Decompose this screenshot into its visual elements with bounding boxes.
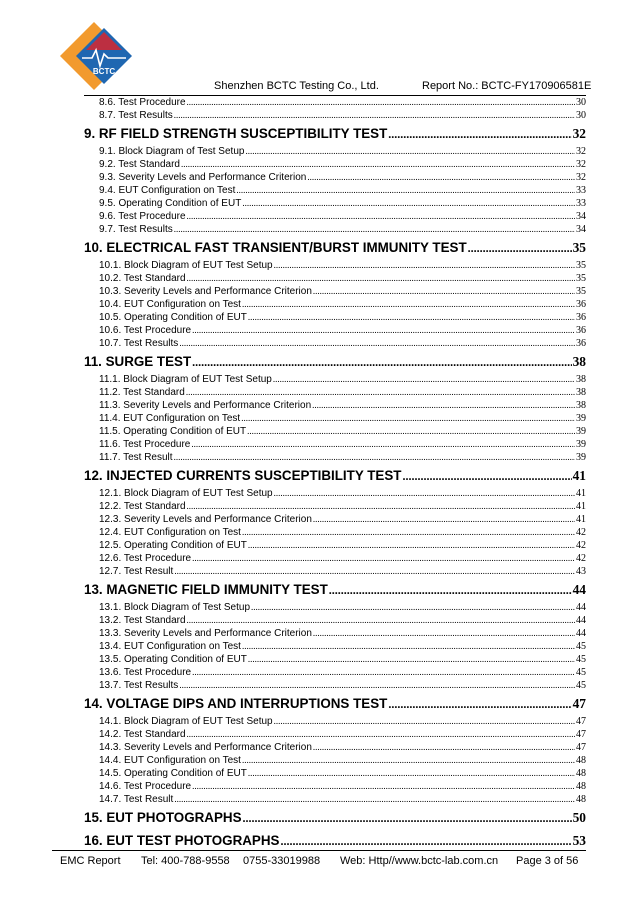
toc-entry-page: 34 <box>576 211 586 222</box>
toc-section-entry[interactable] <box>84 236 586 259</box>
toc-subsection-entry[interactable] <box>84 171 586 184</box>
toc-dot-leader <box>313 627 575 640</box>
toc-entry-page: 45 <box>576 680 586 691</box>
header-company: Shenzhen BCTC Testing Co., Ltd. <box>214 80 379 92</box>
toc-entry-page: 32 <box>576 172 586 183</box>
toc-section-entry[interactable] <box>84 350 586 373</box>
toc-entry-page: 45 <box>576 667 586 678</box>
toc-dot-leader <box>242 526 575 539</box>
toc-entry-page: 39 <box>576 439 586 450</box>
toc-subsection-entry[interactable] <box>84 767 586 780</box>
toc-dot-leader <box>192 351 571 374</box>
toc-dot-leader <box>174 793 575 806</box>
toc-dot-leader <box>312 399 575 412</box>
toc-entry-label: 12.5. Operating Condition of EUT <box>99 540 247 551</box>
toc-entry-label: 11.6. Test Procedure <box>99 439 191 450</box>
toc-subsection-entry[interactable] <box>84 601 586 614</box>
toc-subsection-entry[interactable] <box>84 386 586 399</box>
header-report-number: Report No.: BCTC-FY170906581E <box>422 80 592 92</box>
toc-entry-page: 43 <box>576 566 586 577</box>
toc-subsection-entry[interactable] <box>84 158 586 171</box>
toc-entry-page: 36 <box>576 299 586 310</box>
toc-entry-page: 41 <box>572 468 586 483</box>
toc-subsection-entry[interactable] <box>84 526 586 539</box>
toc-entry-page: 42 <box>576 553 586 564</box>
toc-entry-label: 14. VOLTAGE DIPS AND INTERRUPTIONS TEST <box>84 696 388 711</box>
toc-entry-label: 10.4. EUT Configuration on Test <box>99 299 241 310</box>
toc-entry-page: 36 <box>576 325 586 336</box>
toc-dot-leader <box>174 223 575 236</box>
toc-entry-page: 33 <box>576 198 586 209</box>
toc-subsection-entry[interactable] <box>84 666 586 679</box>
toc-dot-leader <box>468 237 572 260</box>
toc-entry-label: 15. EUT PHOTOGRAPHS <box>84 810 242 825</box>
footer-report-type: EMC Report <box>60 855 121 867</box>
toc-entry-page: 33 <box>576 185 586 196</box>
toc-dot-leader <box>313 285 575 298</box>
toc-subsection-entry[interactable] <box>84 451 586 464</box>
toc-entry-page: 32 <box>572 126 586 141</box>
toc-entry-label: 14.3. Severity Levels and Performance Criterion <box>99 742 312 753</box>
toc-dot-leader <box>242 754 575 767</box>
logo-text: BCTC <box>92 67 116 76</box>
toc-dot-leader <box>187 210 575 223</box>
footer-tel2: 0755-33019988 <box>243 855 321 867</box>
toc-subsection-entry[interactable] <box>84 425 586 438</box>
toc-entry-page: 44 <box>576 602 586 613</box>
toc-entry-page: 35 <box>576 273 586 284</box>
toc-subsection-entry[interactable] <box>84 780 586 793</box>
toc-dot-leader <box>307 171 575 184</box>
toc-entry-label: 11.1. Block Diagram of EUT Test Setup <box>99 374 272 385</box>
toc-entry-label: 8.6. Test Procedure <box>99 97 186 108</box>
toc-entry-label: 9.7. Test Results <box>99 224 173 235</box>
toc-dot-leader <box>242 197 575 210</box>
toc-entry-page: 39 <box>576 426 586 437</box>
toc-dot-leader <box>388 123 571 146</box>
toc-entry-label: 13.3. Severity Levels and Performance Criterion <box>99 628 312 639</box>
toc-dot-leader <box>248 767 575 780</box>
toc-dot-leader <box>388 693 571 716</box>
toc-entry-label: 14.4. EUT Configuration on Test <box>99 755 241 766</box>
toc-entry-label: 14.7. Test Result <box>99 794 174 805</box>
toc-section-entry[interactable] <box>84 578 586 601</box>
toc-entry-page: 38 <box>576 400 586 411</box>
toc-entry-label: 12.4. EUT Configuration on Test <box>99 527 241 538</box>
toc-entry-label: 9.3. Severity Levels and Performance Criterion <box>99 172 307 183</box>
toc-dot-leader <box>248 311 575 324</box>
toc-subsection-entry[interactable] <box>84 552 586 565</box>
toc-dot-leader <box>242 640 575 653</box>
toc-entry-label: 12.7. Test Result <box>99 566 174 577</box>
toc-dot-leader <box>274 715 575 728</box>
footer-divider <box>52 850 586 851</box>
toc-entry-page: 47 <box>572 696 586 711</box>
toc-subsection-entry[interactable] <box>84 184 586 197</box>
toc-entry-page: 32 <box>576 159 586 170</box>
toc-section-entry[interactable] <box>84 464 586 487</box>
toc-dot-leader <box>274 259 575 272</box>
toc-dot-leader <box>242 298 575 311</box>
toc-entry-page: 44 <box>572 582 586 597</box>
toc-dot-leader <box>187 96 575 109</box>
toc-entry-label: 11.7. Test Result <box>99 452 173 463</box>
toc-entry-label: 9.2. Test Standard <box>99 159 180 170</box>
toc-entry-page: 30 <box>576 110 586 121</box>
toc-subsection-entry[interactable] <box>84 259 586 272</box>
toc-entry-page: 47 <box>576 716 586 727</box>
toc-subsection-entry[interactable] <box>84 109 586 122</box>
toc-subsection-entry[interactable] <box>84 715 586 728</box>
toc-entry-page: 38 <box>576 374 586 385</box>
toc-entry-label: 9. RF FIELD STRENGTH SUSCEPTIBILITY TEST <box>84 126 388 141</box>
toc-entry-page: 30 <box>576 97 586 108</box>
toc-subsection-entry[interactable] <box>84 614 586 627</box>
toc-entry-page: 34 <box>576 224 586 235</box>
toc-subsection-entry[interactable] <box>84 565 586 578</box>
toc-entry-label: 8.7. Test Results <box>99 110 173 121</box>
toc-dot-leader <box>187 728 575 741</box>
toc-dot-leader <box>179 679 575 692</box>
toc-dot-leader <box>273 373 575 386</box>
toc-subsection-entry[interactable] <box>84 793 586 806</box>
toc-entry-page: 36 <box>576 338 586 349</box>
toc-entry-label: 9.1. Block Diagram of Test Setup <box>99 146 245 157</box>
toc-subsection-entry[interactable] <box>84 754 586 767</box>
toc-dot-leader <box>192 324 575 337</box>
toc-subsection-entry[interactable] <box>84 627 586 640</box>
toc-subsection-entry[interactable] <box>84 324 586 337</box>
toc-subsection-entry[interactable] <box>84 438 586 451</box>
toc-entry-page: 36 <box>576 312 586 323</box>
toc-entry-label: 10.6. Test Procedure <box>99 325 192 336</box>
toc-entry-label: 11.4. EUT Configuration on Test <box>99 413 241 424</box>
toc-dot-leader <box>236 184 575 197</box>
toc-entry-label: 11. SURGE TEST <box>84 354 192 369</box>
toc-dot-leader <box>251 601 575 614</box>
toc-dot-leader <box>329 579 572 602</box>
toc-entry-page: 48 <box>576 794 586 805</box>
toc-entry-label: 10.3. Severity Levels and Performance Criterion <box>99 286 312 297</box>
toc-entry-page: 35 <box>576 260 586 271</box>
toc-dot-leader <box>241 412 575 425</box>
toc-dot-leader <box>313 741 575 754</box>
toc-entry-page: 45 <box>576 654 586 665</box>
toc-entry-label: 12. INJECTED CURRENTS SUSCEPTIBILITY TEST <box>84 468 402 483</box>
toc-subsection-entry[interactable] <box>84 640 586 653</box>
toc-entry-page: 35 <box>576 286 586 297</box>
toc-entry-label: 12.3. Severity Levels and Performance Criterion <box>99 514 312 525</box>
toc-entry-page: 41 <box>576 501 586 512</box>
toc-subsection-entry[interactable] <box>84 513 586 526</box>
toc-dot-leader <box>313 513 575 526</box>
table-of-contents <box>84 96 586 852</box>
toc-entry-label: 16. EUT TEST PHOTOGRAPHS <box>84 833 280 848</box>
toc-section-entry[interactable] <box>84 806 586 829</box>
toc-entry-label: 13.7. Test Results <box>99 680 179 691</box>
toc-entry-page: 47 <box>576 729 586 740</box>
toc-entry-page: 35 <box>572 240 586 255</box>
toc-entry-label: 13.5. Operating Condition of EUT <box>99 654 247 665</box>
toc-subsection-entry[interactable] <box>84 399 586 412</box>
toc-dot-leader <box>174 565 575 578</box>
toc-dot-leader <box>248 653 575 666</box>
toc-entry-page: 48 <box>576 781 586 792</box>
toc-dot-leader <box>187 272 575 285</box>
toc-dot-leader <box>248 539 575 552</box>
toc-entry-label: 10.1. Block Diagram of EUT Test Setup <box>99 260 273 271</box>
toc-entry-label: 10. ELECTRICAL FAST TRANSIENT/BURST IMMUNITY TEST <box>84 240 467 255</box>
toc-dot-leader <box>186 386 575 399</box>
toc-dot-leader <box>192 666 575 679</box>
toc-entry-page: 38 <box>572 354 586 369</box>
toc-dot-leader <box>174 109 575 122</box>
toc-entry-label: 12.2. Test Standard <box>99 501 186 512</box>
toc-entry-label: 14.1. Block Diagram of EUT Test Setup <box>99 716 273 727</box>
toc-entry-label: 10.7. Test Results <box>99 338 179 349</box>
footer-page-number: Page 3 of 56 <box>516 855 579 867</box>
toc-dot-leader <box>191 438 575 451</box>
toc-section-entry[interactable] <box>84 122 586 145</box>
toc-entry-label: 11.3. Severity Levels and Performance Criterion <box>99 400 312 411</box>
toc-dot-leader <box>247 425 575 438</box>
toc-entry-label: 9.5. Operating Condition of EUT <box>99 198 242 209</box>
toc-entry-label: 13.2. Test Standard <box>99 615 186 626</box>
toc-entry-page: 41 <box>576 514 586 525</box>
toc-entry-page: 39 <box>576 452 586 463</box>
toc-subsection-entry[interactable] <box>84 653 586 666</box>
toc-subsection-entry[interactable] <box>84 412 586 425</box>
toc-dot-leader <box>181 158 575 171</box>
toc-entry-label: 13.6. Test Procedure <box>99 667 192 678</box>
toc-subsection-entry[interactable] <box>84 210 586 223</box>
toc-entry-label: 9.6. Test Procedure <box>99 211 186 222</box>
toc-subsection-entry[interactable] <box>84 285 586 298</box>
toc-subsection-entry[interactable] <box>84 741 586 754</box>
toc-entry-page: 42 <box>576 540 586 551</box>
toc-entry-label: 13.1. Block Diagram of Test Setup <box>99 602 251 613</box>
footer-tel: Tel: 400-788-9558 <box>141 855 230 867</box>
toc-entry-label: 10.5. Operating Condition of EUT <box>99 312 247 323</box>
toc-dot-leader <box>245 145 575 158</box>
toc-entry-page: 44 <box>576 615 586 626</box>
toc-entry-page: 50 <box>572 810 586 825</box>
toc-section-entry[interactable] <box>84 829 586 852</box>
toc-dot-leader <box>174 451 575 464</box>
toc-dot-leader <box>187 500 575 513</box>
toc-subsection-entry[interactable] <box>84 311 586 324</box>
toc-dot-leader <box>402 465 571 488</box>
toc-entry-label: 10.2. Test Standard <box>99 273 186 284</box>
toc-entry-label: 14.2. Test Standard <box>99 729 186 740</box>
toc-subsection-entry[interactable] <box>84 500 586 513</box>
toc-entry-label: 14.6. Test Procedure <box>99 781 192 792</box>
toc-entry-page: 41 <box>576 488 586 499</box>
toc-subsection-entry[interactable] <box>84 272 586 285</box>
toc-entry-label: 9.4. EUT Configuration on Test <box>99 185 236 196</box>
bctc-logo <box>56 20 146 90</box>
toc-subsection-entry[interactable] <box>84 145 586 158</box>
toc-entry-label: 13. MAGNETIC FIELD IMMUNITY TEST <box>84 582 328 597</box>
toc-entry-label: 12.6. Test Procedure <box>99 553 192 564</box>
toc-dot-leader <box>187 614 575 627</box>
toc-entry-page: 47 <box>576 742 586 753</box>
toc-entry-page: 53 <box>572 833 586 848</box>
toc-entry-label: 12.1. Block Diagram of EUT Test Setup <box>99 488 273 499</box>
toc-dot-leader <box>274 487 575 500</box>
toc-subsection-entry[interactable] <box>84 96 586 109</box>
toc-subsection-entry[interactable] <box>84 223 586 236</box>
toc-entry-page: 48 <box>576 755 586 766</box>
toc-entry-page: 44 <box>576 628 586 639</box>
toc-subsection-entry[interactable] <box>84 728 586 741</box>
toc-dot-leader <box>192 780 575 793</box>
toc-subsection-entry[interactable] <box>84 337 586 350</box>
toc-dot-leader <box>179 337 575 350</box>
toc-entry-label: 14.5. Operating Condition of EUT <box>99 768 247 779</box>
toc-entry-page: 38 <box>576 387 586 398</box>
toc-subsection-entry[interactable] <box>84 539 586 552</box>
footer-web: Web: Http//www.bctc-lab.com.cn <box>340 855 499 867</box>
toc-entry-page: 42 <box>576 527 586 538</box>
toc-entry-label: 13.4. EUT Configuration on Test <box>99 641 241 652</box>
toc-entry-page: 48 <box>576 768 586 779</box>
toc-entry-label: 11.5. Operating Condition of EUT <box>99 426 247 437</box>
toc-entry-page: 32 <box>576 146 586 157</box>
toc-section-entry[interactable] <box>84 692 586 715</box>
toc-dot-leader <box>243 807 572 830</box>
toc-entry-label: 11.2. Test Standard <box>99 387 185 398</box>
toc-entry-page: 45 <box>576 641 586 652</box>
toc-subsection-entry[interactable] <box>84 373 586 386</box>
toc-entry-page: 39 <box>576 413 586 424</box>
toc-subsection-entry[interactable] <box>84 487 586 500</box>
toc-subsection-entry[interactable] <box>84 197 586 210</box>
toc-subsection-entry[interactable] <box>84 298 586 311</box>
toc-dot-leader <box>192 552 575 565</box>
toc-subsection-entry[interactable] <box>84 679 586 692</box>
